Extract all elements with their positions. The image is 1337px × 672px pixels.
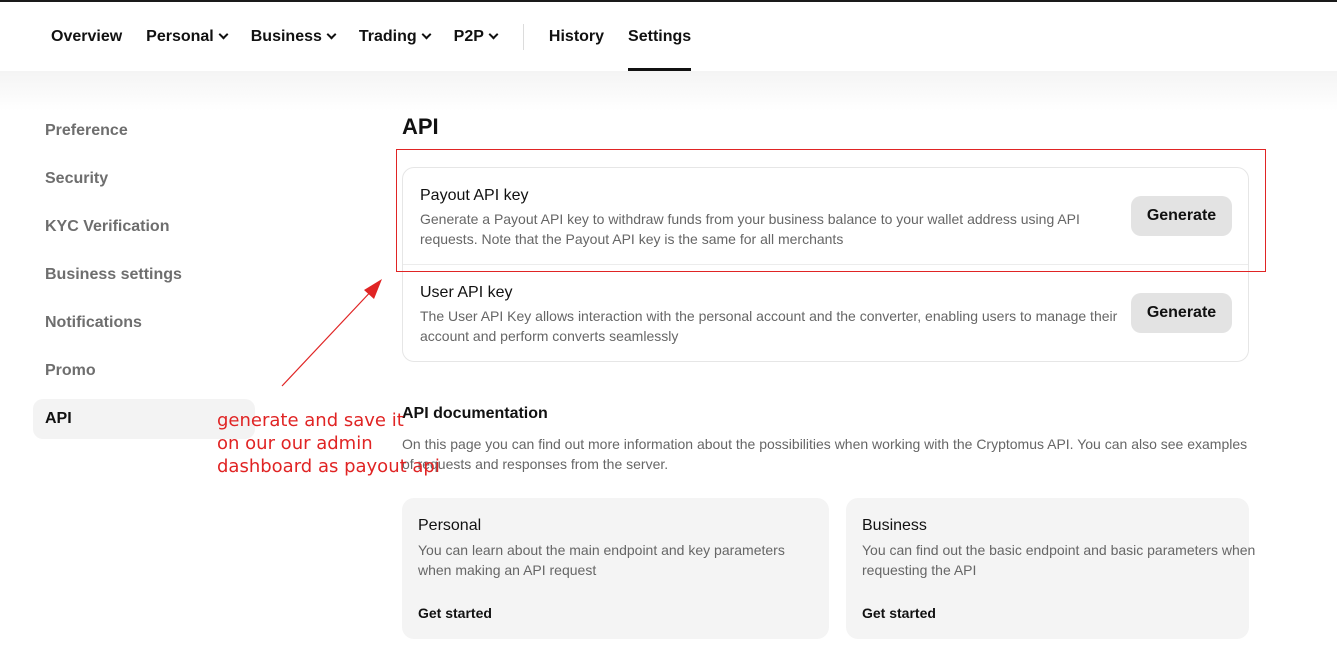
docs-card-title: Business: [862, 517, 927, 534]
api-documentation-description: On this page you can find out more information about the possibilities when working with the Cryptomus API. You can also see examples of requests and responses from the server.: [402, 436, 1248, 472]
sidebar-item-label: Security: [45, 170, 109, 187]
docs-card-business[interactable]: [846, 498, 1256, 639]
sidebar-item-label: Promo: [45, 362, 96, 379]
nav-label: Personal: [146, 27, 214, 45]
sidebar-item-preference[interactable]: [33, 111, 255, 151]
sidebar-item-label: KYC Verification: [45, 218, 170, 235]
chevron-down-icon: [326, 30, 336, 40]
user-api-key-row: [403, 265, 1248, 362]
sidebar-item-label: Business settings: [45, 266, 182, 283]
top-navigation-bar: [0, 2, 1337, 71]
sidebar-item-kyc-verification[interactable]: [33, 207, 255, 247]
docs-card-description: You can find out the basic endpoint and basic parameters when requesting the API: [862, 542, 1256, 578]
nav-label: Business: [250, 27, 322, 45]
docs-card-title: Personal: [418, 517, 482, 534]
sidebar-item-label: Preference: [45, 122, 128, 139]
api-key-description: Generate a Payout API key to withdraw funds from your business balance to your wallet address using API requests. Note that the Payout API key is the same for all merchants: [420, 211, 1080, 247]
payout-api-key-row: [403, 168, 1248, 265]
api-key-description: The User API Key allows interaction with the personal account and the converter, enabling users to manage their account and perform converts seamlessly: [420, 308, 1118, 344]
nav-trading[interactable]: [359, 2, 430, 71]
api-key-title: User API key: [420, 284, 513, 301]
nav-overview[interactable]: [51, 2, 122, 71]
settings-sidebar: [33, 111, 255, 447]
get-started-link[interactable]: Get started: [418, 605, 492, 621]
chevron-down-icon: [488, 30, 498, 40]
docs-card-description: You can learn about the main endpoint and key parameters when making an API request: [418, 542, 785, 578]
nav-personal[interactable]: [146, 2, 227, 71]
docs-card-personal[interactable]: [402, 498, 829, 639]
sidebar-item-label: Notifications: [45, 314, 142, 331]
api-documentation-title: API documentation: [402, 405, 548, 422]
header-shadow: [0, 71, 1337, 111]
sidebar-item-label: API: [45, 410, 72, 427]
annotation-line: on our our admin: [217, 433, 373, 454]
nav-settings[interactable]: [628, 2, 691, 71]
annotation-line: dashboard as payout api: [217, 456, 440, 477]
api-key-title: Payout API key: [420, 187, 529, 204]
nav-label: History: [548, 27, 605, 45]
nav-p2p[interactable]: [454, 2, 497, 71]
nav-label: Settings: [628, 27, 692, 45]
annotation-note: [217, 409, 447, 478]
nav-label: Overview: [51, 27, 123, 45]
get-started-link[interactable]: Get started: [862, 605, 936, 621]
page-title: API: [402, 114, 439, 139]
sidebar-item-promo[interactable]: [33, 351, 255, 391]
nav-history[interactable]: [549, 2, 604, 71]
chevron-down-icon: [421, 30, 431, 40]
nav-divider: [523, 24, 524, 50]
nav-label: Trading: [358, 27, 417, 45]
annotation-line: generate and save it: [217, 410, 404, 431]
sidebar-item-notifications[interactable]: [33, 303, 255, 343]
sidebar-item-security[interactable]: [33, 159, 255, 199]
generate-payout-key-button[interactable]: Generate: [1131, 196, 1232, 236]
sidebar-item-business-settings[interactable]: [33, 255, 255, 295]
generate-user-key-button[interactable]: Generate: [1131, 293, 1232, 333]
chevron-down-icon: [218, 30, 228, 40]
main-nav: [51, 2, 715, 71]
nav-label: P2P: [453, 27, 484, 45]
api-keys-card: [402, 167, 1249, 362]
nav-business[interactable]: [251, 2, 335, 71]
